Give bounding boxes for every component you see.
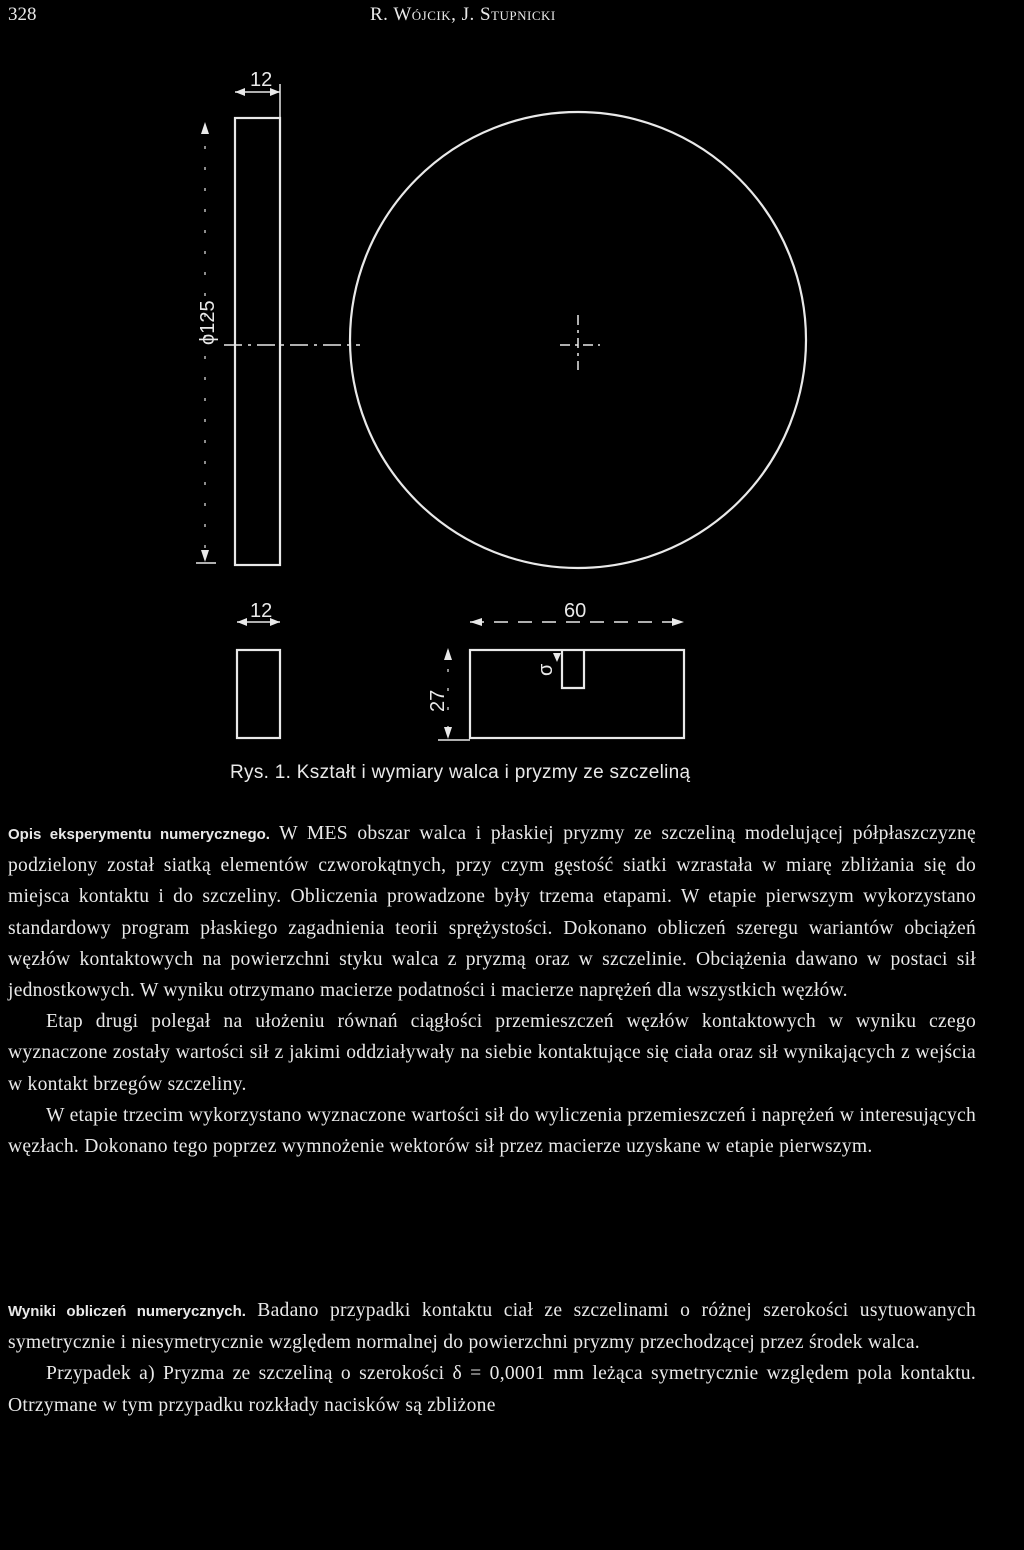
height-label: 27 [427,689,449,712]
figure-caption: Rys. 1. Kształt i wymiary walca i pryzmy ze szczeliną [230,762,691,783]
paragraph: W etapie trzecim wykorzystano wyznaczone wartości sił do wyliczenia przemieszczeń i naprężeń w interesujących węzłach. Dokonano tego poprzez wymnożenie wektorów sił przez macierze uzyskane w etapie pierwszym. [8,1104,976,1158]
cylinder-side-view [235,118,280,565]
slot-label: σ [535,663,557,676]
paragraph: W MES obszar walca i płaskiej pryzmy ze szczeliną modelującej półpłaszczyznę podzielony został siatką elementów czworokątnych, przy czym gęstość siatki wzrastała w miarę zbliżania się do miejsca kontaktu i do szczeliny. Obliczenia prowadzone były trzema etapami. W etapie pierwszym wykorzystano standardowy program płaskiego zagadnienia teorii sprężystości. Dokonano obliczeń szeregu wariantów obciążeń węzłów kontaktowych na powierzchni styku walca z pryzmą oraz w szczelinie. Obciążenia dawano w postaci sił jednostkowych. W wyniku otrzymano macierze podatności i macierze naprężeń dla wszystkich węzłów. [8,823,976,1002]
running-head: R. Wójcik, J. Stupnicki [370,4,556,25]
section-experiment [8,818,976,1162]
paragraph: Przypadek a) Pryzma ze szczeliną o szerokości δ = 0,0001 mm leżąca symetrycznie względem pola kontaktu. Otrzymane w tym przypadku rozkłady nacisków są zbliżone [8,1363,976,1416]
slot [562,650,584,688]
top-width-label: 12 [250,69,273,91]
paragraph: Badano przypadki kontaktu ciał ze szczelinami o różnej szerokości usytuowanych symetrycznie i niesymetrycznie względem normalnej do powierzchni pryzmy przechodzącej przez środek walca. [8,1300,976,1354]
prism-side-view [237,650,280,738]
figure-1 [0,60,1024,760]
page-number: 328 [8,4,37,25]
section-heading: Wyniki obliczeń numerycznych. [8,1303,246,1320]
diameter-label: ϕ125 [197,300,219,345]
page-header [0,4,1024,32]
length-label: 60 [564,600,587,622]
prism-front-view [470,650,684,738]
section-heading: Opis eksperymentu numerycznego. [8,826,270,843]
paragraph: Etap drugi polegał na ułożeniu równań ciągłości przemieszczeń węzłów kontaktowych w wyniku czego wyznaczone zostały wartości sił z jakimi oddziaływały na siebie kontaktujące się ciała oraz sił wynikających z wejścia w kontakt brzegów szczeliny. [8,1011,976,1095]
bottom-width-label: 12 [250,600,273,622]
section-results [8,1295,976,1421]
